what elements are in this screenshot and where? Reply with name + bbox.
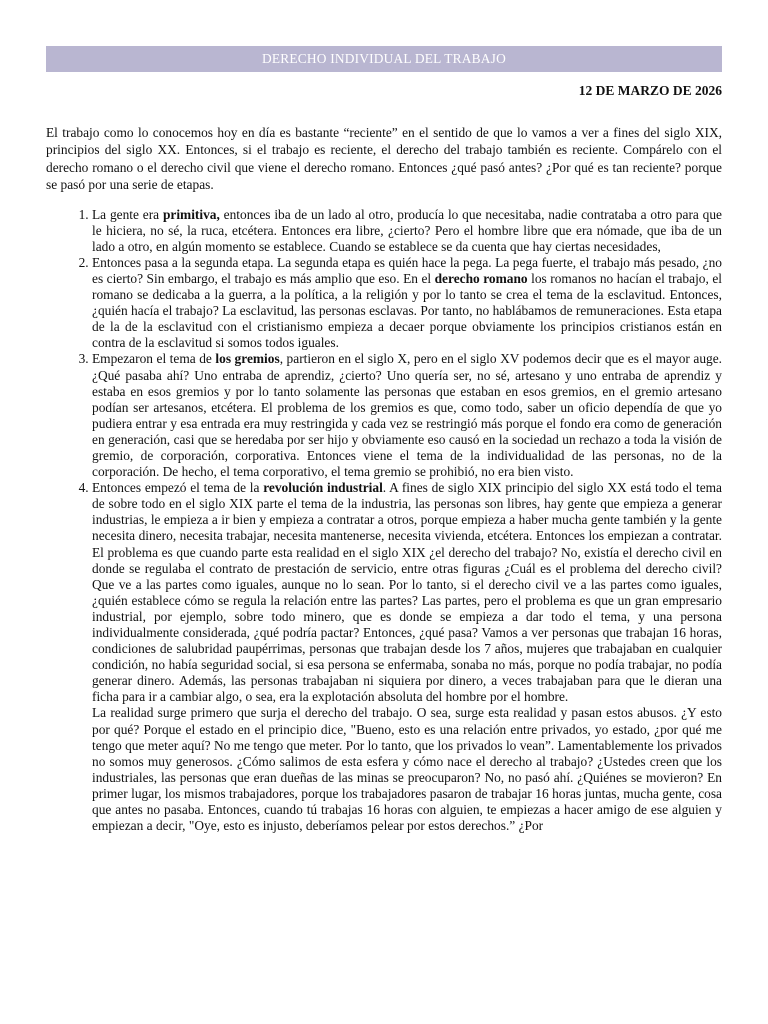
item-text-bold: los gremios — [215, 351, 280, 367]
item-text-post: los romanos no hacían el trabajo, el romano se dedicaba a la guerra, a la política, a la religión y por lo tanto se crea el tema de la esclavitud. Entonces, ¿quién hacía el trabajo? La esclavitud, las personas esclavas. Por tanto, no hablábamos de remuneraciones. Esta etapa de la de la esclavitud con el cristianismo empieza a decaer porque obviamente los principios cristianos están en contra de la esclavitud si somos todos iguales. — [92, 270, 722, 351]
item-text-pre: Empezaron el tema de — [92, 351, 216, 367]
item-text-post: , partieron en el siglo X, pero en el siglo XV podemos decir que es el mayor auge. ¿Qué pasaba ahí? Uno entraba de aprendiz, ¿cierto? Uno quería ser, no sé, artesano y uno entraba de aprendiz y estaba en esos gremios y por lo tanto solamente las personas que estaban en esos gremios, en el gremio artesano podían ser artesanos, etcétera. El problema de los gremios es que, como todo, saber un oficio dependía de que yo pudiera entrar y esa entrada era muy restringida y cada vez se restringió más porque el fondo era como de generación en generación, casi que se heredaba por ser hijo y obviamente eso causó en la sociedad un rechazo a toda la visión de gremio, de corporación, corporativa. Entonces viene el tema de la individualidad de las personas, no de la corporación. De hecho, el tema corporativo, el tema gremio se prohibió, no era bien visto. — [92, 351, 722, 480]
list-item — [92, 255, 722, 352]
list-item — [92, 207, 722, 255]
item-text-pre: Entonces pasa a la segunda etapa. La segunda etapa es quién hace la pega. La pega fuerte, el trabajo más pesado, ¿no es cierto? Sin embargo, el trabajo es más amplio que eso. En el — [92, 254, 722, 286]
item-text-bold: primitiva, — [162, 206, 220, 222]
item-text-bold: revolución industrial — [263, 480, 383, 496]
item-text-post: . A fines de siglo XIX principio del siglo XX está todo el tema de sobre todo en el siglo XIX parte el tema de la industria, las personas son libres, hay gente que empieza a generar industrias, le empieza a ir bien y empieza a contratar a otros, porque empieza a haber mucha gente también y la gente necesita dinero, necesita trabajar, necesita mantenerse, necesita vivienda, etcétera. Entonces los empiezan a contratar. El problema es que cuando parte esta realidad en el siglo XIX ¿el derecho del trabajo? No, existía el derecho civil en donde se regulaba el contrato de prestación de servicio, entre otras figuras ¿Cuál es el problema del derecho civil? Que ve a las partes como iguales, aunque no lo sean. Por lo tanto, si el derecho civil ve a las partes como iguales, ¿quién establece cómo se regula la relación entre las partes? Las partes, pero el problema es que un gran empresario industrial, por ejemplo, sobre todo minero, que es donde se empieza a dar todo el tema, y una persona individualmente considerada, ¿qué podría pactar? Entonces, ¿qué pasa? Vamos a ver personas que trabajan 16 horas, condiciones de salubridad paupérrimas, personas que trabajan desde los 7 años, mujeres que trabajaban en cualquier condición, no había seguridad social, si esa persona se enfermaba, sonaba no más, porque no podía trabajar, no podía generar dinero. Además, las personas trabajaban ni siquiera por dinero, a veces trabajaban para que le dieran una ficha para ir a cambiar algo, o sea, era la explotación absoluta del hombre por el hombre. — [92, 480, 723, 705]
header-bar — [46, 46, 722, 72]
item-text-pre: La gente era — [92, 206, 163, 222]
list-item — [92, 351, 722, 480]
item-text-pre: Entonces empezó el tema de la — [92, 480, 264, 496]
item-text-post: entonces iba de un lado al otro, producía lo que necesitaba, nadie contrataba a otro para que le hiciera, no sé, la ruca, etcétera. Entonces era libre, ¿cierto? Pero el hombre libre que era nómade, que iba de un lado a otro, en algún momento se establece. Cuando se establece se da cuenta que hay ciertas necesidades, — [92, 206, 722, 254]
list-item — [92, 480, 722, 705]
document-date: 12 DE MARZO DE 2026 — [578, 83, 722, 98]
document-title: DERECHO INDIVIDUAL DEL TRABAJO — [262, 51, 506, 66]
continuation-paragraph: La realidad surge primero que surja el derecho del trabajo. O sea, surge esta realidad y pasan estos abusos. ¿Y esto por qué? Porque el estado en el principio dice, "Bueno, esto es una relación entre privados, yo estado, ¿por qué me tengo que meter aquí? No me tengo que meter. Por lo tanto, que los privados lo vean”. Lamentablemente los privados no somos muy generosos. ¿Cómo salimos de esta esfera y cómo nace el derecho al trabajo? ¿Ustedes creen que los industriales, las personas que eran dueñas de las minas se preocuparon? No, no pasó ahí. ¿Quiénes se movieron? En primer lugar, los mismos trabajadores, porque los trabajadores pasaron de trabajar 16 horas juntas, mucha gente, cosa que antes no pasaba. Entonces, cuando tú trabajas 16 horas con alguien, te empiezas a hacer amigo de ese alguien y empiezan a decir, "Oye, esto es injusto, deberíamos pelear por estos derechos.” ¿Por — [92, 705, 722, 834]
document-page — [46, 46, 722, 834]
intro-paragraph: El trabajo como lo conocemos hoy en día es bastante “reciente” en el sentido de que lo vamos a ver a fines del siglo XIX, principios del siglo XX. Entonces, si el trabajo es reciente, el derecho del trabajo también es reciente. Compárelo con el derecho romano o el derecho civil que viene el derecho romano. Entonces ¿qué pasó antes? ¿Por qué es tan reciente? porque se pasó por una serie de etapas. — [46, 125, 722, 192]
stages-list — [46, 207, 722, 706]
item-text-bold: derecho romano — [434, 270, 528, 286]
